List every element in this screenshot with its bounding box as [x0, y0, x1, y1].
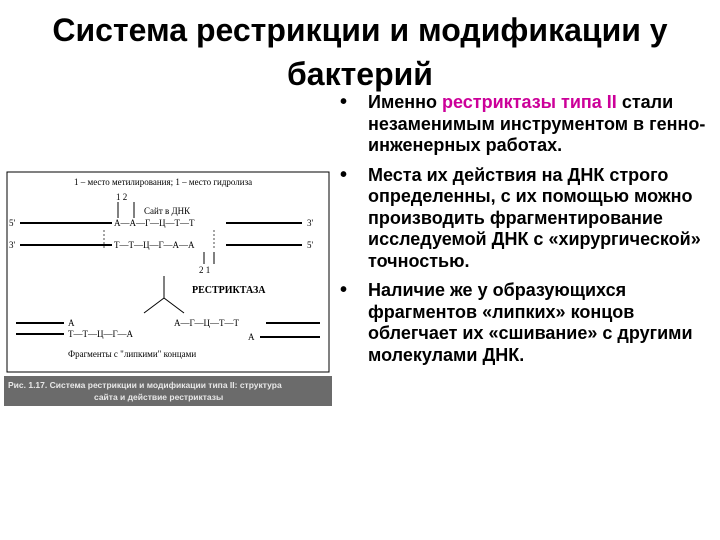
top-site-numbers: 1 2 [116, 192, 128, 202]
bullet-item-2 [340, 165, 710, 273]
bullet-3-text: Наличие же у образующихся фрагментов «липких» концов облегчает их «сшивание» с другими молекулами ДНК. [368, 280, 693, 365]
enzyme-label: РЕСТРИКТАЗА [192, 285, 266, 296]
bottom-strand-site: Т—Т—Ц—Г—А—А [114, 240, 195, 250]
fragments-label: Фрагменты с "липкими" концами [68, 349, 197, 359]
end-5-left: 5' [9, 218, 16, 228]
frag-right-top: А—Г—Ц—Т—Т [174, 318, 239, 328]
bullet-item-3 [340, 280, 710, 366]
frag-right-bottom: А [248, 332, 255, 342]
bottom-site-numbers: 2 1 [199, 265, 211, 275]
title-line-2: бактерий [287, 56, 433, 92]
frag-left-top: А [68, 318, 75, 328]
restriction-diagram [4, 168, 332, 408]
figure-legend: 1 – место метилирования; 1 – место гидролиза [74, 177, 253, 187]
site-label: Сайт в ДНК [144, 206, 191, 216]
caption-line-2: сайта и действие рестриктазы [94, 392, 224, 402]
figure-frame [7, 172, 329, 372]
enzyme-arrow-right [164, 298, 184, 313]
restriction-figure [4, 168, 332, 408]
bullet-1-post: стали незаменимым инструментом в генно-инженерных работах. [368, 92, 706, 155]
end-5-right: 5' [307, 240, 314, 250]
bullet-1-highlight: рестриктазы типа II [442, 92, 617, 112]
bullet-2-text: Места их действия на ДНК строго определенны, с их помощью можно производить фрагментирование исследуемой ДНК с «хирургической» точностью. [368, 164, 701, 271]
end-3-left: 3' [9, 240, 16, 250]
bullet-marker: • [340, 163, 348, 186]
title-line-1: Система рестрикции и модификации у [52, 12, 668, 48]
enzyme-arrow-left [144, 298, 164, 313]
bullet-list [340, 92, 710, 374]
bullet-1-pre: Именно [368, 92, 443, 112]
slide-title [0, 8, 720, 96]
top-strand-site: А—А—Г—Ц—Т—Т [114, 218, 195, 228]
end-3-right: 3' [307, 218, 314, 228]
bullet-marker: • [340, 91, 348, 113]
bullet-marker: • [340, 279, 348, 301]
bullet-item-1 [340, 92, 710, 157]
frag-left-bottom: Т—Т—Ц—Г—А [68, 329, 133, 339]
caption-line-1: Рис. 1.17. Система рестрикции и модификации типа II: структура [8, 380, 282, 390]
